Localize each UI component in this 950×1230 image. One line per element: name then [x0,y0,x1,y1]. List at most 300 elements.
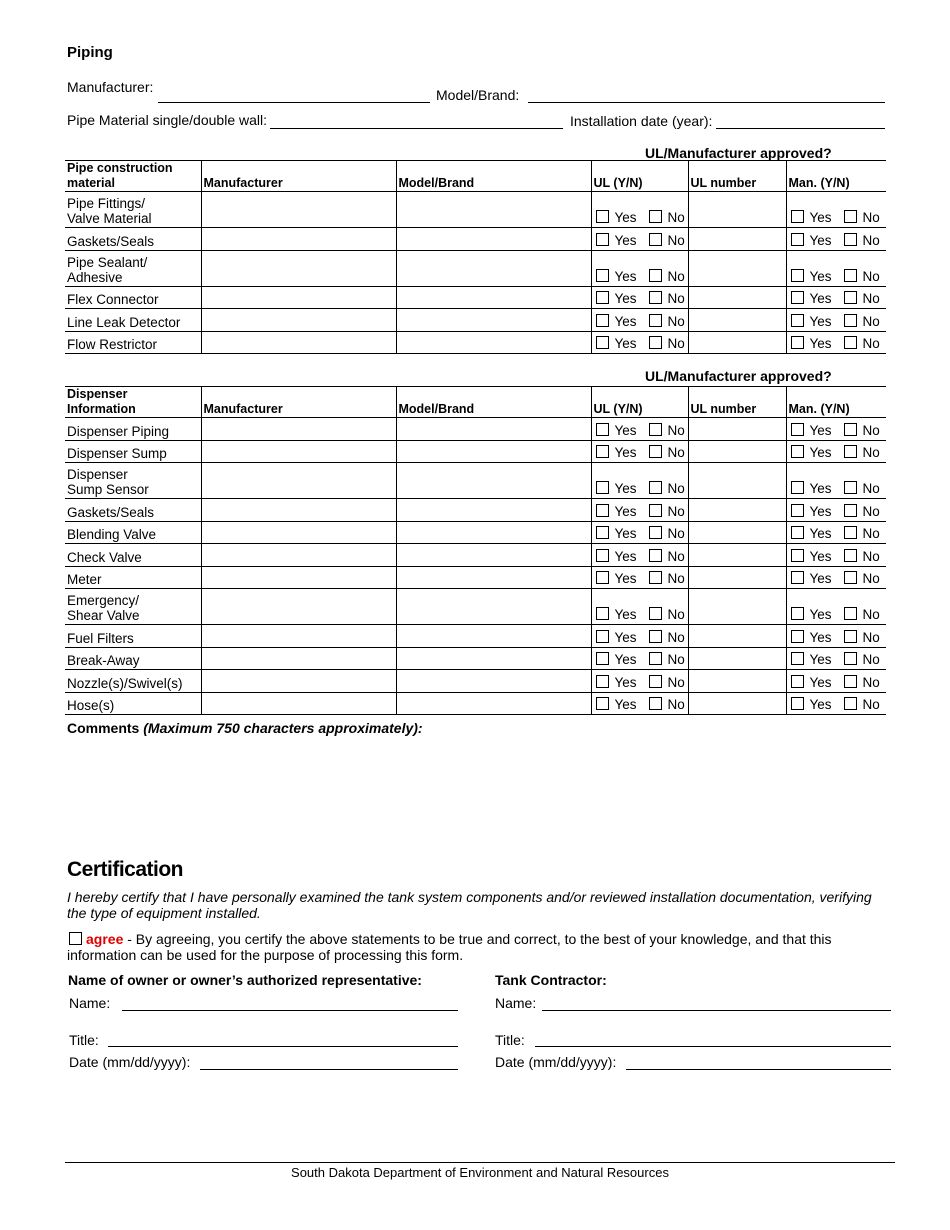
manufacturer-cell[interactable] [201,521,396,544]
no-label: No [667,607,685,622]
ul-no-checkbox[interactable] [649,210,662,223]
model-brand-cell[interactable] [396,463,591,499]
yes-label: Yes [614,422,637,438]
yes-label: Yes [614,313,637,329]
man-no-checkbox[interactable] [844,607,857,620]
table-row [65,192,886,228]
ul-no-checkbox[interactable] [649,571,662,584]
table-row [65,250,886,286]
man-yes-checkbox[interactable] [791,630,804,643]
man-yes-checkbox[interactable] [791,652,804,665]
man-yes-checkbox[interactable] [791,675,804,688]
no-label: No [862,526,880,541]
man-no-checkbox[interactable] [844,233,857,246]
owner-name-label: Name: [69,995,111,1011]
row-label: Pipe Sealant/ Adhesive [65,250,201,286]
contractor-date-label: Date (mm/dd/yyyy): [495,1054,617,1070]
no-label: No [862,607,880,622]
no-label: No [862,548,880,564]
no-label: No [862,210,880,225]
model-brand-cell[interactable] [396,228,591,251]
man-yn-cell [786,331,886,354]
ul-yn-cell [591,625,688,648]
ul-no-checkbox[interactable] [649,481,662,494]
yes-label: Yes [809,571,832,586]
dispenser-table-header-row [65,387,886,418]
row-label: Meter [65,566,201,589]
man-no-checkbox[interactable] [844,269,857,282]
yes-label: Yes [809,697,832,712]
man-no-checkbox[interactable] [844,652,857,665]
ul-yn-cell [591,440,688,463]
ul-no-checkbox[interactable] [649,607,662,620]
manufacturer-cell[interactable] [201,647,396,670]
manufacturer-cell[interactable] [201,250,396,286]
manufacturer-cell[interactable] [201,228,396,251]
manufacturer-cell[interactable] [201,331,396,354]
col-header: UL (Y/N) [591,387,688,418]
model-brand-label: Model/Brand: [436,87,520,103]
agree-statement [67,931,892,963]
dispenser-information-table [65,386,886,715]
manufacturer-cell[interactable] [201,670,396,693]
yes-label: Yes [809,268,832,284]
pipe-table-header-row [65,161,886,192]
model-brand-cell[interactable] [396,440,591,463]
model-brand-cell[interactable] [396,418,591,441]
model-brand-cell[interactable] [396,566,591,589]
row-label: Emergency/ Shear Valve [65,589,201,625]
model-brand-cell[interactable] [396,670,591,693]
manufacturer-cell[interactable] [201,463,396,499]
ul-yn-cell [591,566,688,589]
installation-date-label: Installation date (year): [570,113,713,129]
manufacturer-cell[interactable] [201,309,396,332]
col-header: Man. (Y/N) [786,161,886,192]
ul-yes-checkbox[interactable] [596,697,609,710]
contractor-name-field[interactable] [542,1010,891,1011]
col-header: Dispenser Information [65,387,201,418]
ul-number-cell[interactable] [688,331,786,354]
yes-label: Yes [614,629,637,645]
no-label: No [667,313,685,329]
man-yn-cell [786,544,886,567]
ul-yn-cell [591,286,688,309]
ul-yn-cell [591,250,688,286]
ul-no-checkbox[interactable] [649,526,662,539]
table-row [65,589,886,625]
no-label: No [862,571,880,586]
model-brand-cell[interactable] [396,286,591,309]
ul-number-cell[interactable] [688,566,786,589]
no-label: No [862,697,880,712]
man-no-checkbox[interactable] [844,675,857,688]
no-label: No [667,697,685,712]
ul-yn-cell [591,192,688,228]
yes-label: Yes [809,652,832,667]
no-label: No [862,422,880,438]
man-no-checkbox[interactable] [844,504,857,517]
man-yn-cell [786,499,886,522]
ul-yes-checkbox[interactable] [596,269,609,282]
table-row [65,228,886,251]
table-row [65,670,886,693]
pipe-approved-header: UL/Manufacturer approved? [645,145,832,161]
dispenser-approved-header: UL/Manufacturer approved? [645,368,832,384]
man-yn-cell [786,670,886,693]
man-yes-checkbox[interactable] [791,210,804,223]
ul-yn-cell [591,309,688,332]
man-yn-cell [786,566,886,589]
ul-yes-checkbox[interactable] [596,549,609,562]
yes-label: Yes [809,445,832,460]
man-yes-checkbox[interactable] [791,504,804,517]
row-label: Flex Connector [65,286,201,309]
model-brand-cell[interactable] [396,331,591,354]
manufacturer-cell[interactable] [201,418,396,441]
agree-checkbox[interactable] [69,932,82,945]
manufacturer-label: Manufacturer: [67,79,154,95]
no-label: No [862,445,880,460]
yes-label: Yes [809,503,832,519]
manufacturer-cell[interactable] [201,692,396,715]
yes-label: Yes [809,336,832,351]
ul-no-checkbox[interactable] [649,697,662,710]
ul-yn-cell [591,463,688,499]
man-no-checkbox[interactable] [844,210,857,223]
ul-yn-cell [591,670,688,693]
col-header: Manufacturer [201,161,396,192]
owner-title-label: Title: [69,1032,99,1048]
contractor-title-field[interactable] [535,1046,891,1047]
pipe-material-label: Pipe Material single/double wall: [67,112,267,128]
ul-yes-checkbox[interactable] [596,336,609,349]
model-brand-cell[interactable] [396,309,591,332]
manufacturer-cell[interactable] [201,440,396,463]
model-brand-cell[interactable] [396,692,591,715]
comments-title: Comments [67,720,140,736]
ul-number-cell[interactable] [688,692,786,715]
man-yes-checkbox[interactable] [791,291,804,304]
ul-number-cell[interactable] [688,499,786,522]
table-row [65,309,886,332]
no-label: No [862,629,880,645]
yes-label: Yes [809,232,832,248]
man-no-checkbox[interactable] [844,336,857,349]
ul-yn-cell [591,418,688,441]
no-label: No [667,210,685,225]
yes-label: Yes [614,481,637,496]
ul-number-cell[interactable] [688,440,786,463]
ul-no-checkbox[interactable] [649,675,662,688]
no-label: No [667,291,685,306]
no-label: No [667,629,685,645]
comments-note: (Maximum 750 characters approximately): [143,720,423,736]
manufacturer-cell[interactable] [201,499,396,522]
model-brand-cell[interactable] [396,589,591,625]
model-brand-cell[interactable] [396,625,591,648]
yes-label: Yes [614,445,637,460]
ul-no-checkbox[interactable] [649,652,662,665]
ul-yes-checkbox[interactable] [596,526,609,539]
contractor-date-field[interactable] [626,1069,891,1070]
ul-yn-cell [591,589,688,625]
manufacturer-cell[interactable] [201,192,396,228]
col-header: Pipe construction material [65,161,201,192]
man-yes-checkbox[interactable] [791,445,804,458]
no-label: No [667,503,685,519]
ul-yn-cell [591,544,688,567]
yes-label: Yes [614,571,637,586]
table-row [65,647,886,670]
ul-yn-cell [591,521,688,544]
ul-yn-cell [591,692,688,715]
man-yes-checkbox[interactable] [791,336,804,349]
man-yn-cell [786,647,886,670]
col-header: Manufacturer [201,387,396,418]
yes-label: Yes [614,210,637,225]
ul-number-cell[interactable] [688,463,786,499]
man-yn-cell [786,309,886,332]
man-yes-checkbox[interactable] [791,549,804,562]
ul-yes-checkbox[interactable] [596,571,609,584]
ul-number-cell[interactable] [688,589,786,625]
model-brand-cell[interactable] [396,250,591,286]
ul-number-cell[interactable] [688,286,786,309]
owner-date-field[interactable] [200,1069,458,1070]
man-yes-checkbox[interactable] [791,607,804,620]
model-brand-cell[interactable] [396,499,591,522]
ul-no-checkbox[interactable] [649,336,662,349]
ul-yes-checkbox[interactable] [596,652,609,665]
ul-number-cell[interactable] [688,192,786,228]
man-yn-cell [786,463,886,499]
ul-no-checkbox[interactable] [649,549,662,562]
no-label: No [667,674,685,690]
no-label: No [667,526,685,541]
yes-label: Yes [809,629,832,645]
manufacturer-cell[interactable] [201,544,396,567]
no-label: No [862,291,880,306]
owner-date-label: Date (mm/dd/yyyy): [69,1054,191,1070]
man-yn-cell [786,692,886,715]
row-label: Flow Restrictor [65,331,201,354]
owner-title-field[interactable] [108,1046,458,1047]
man-yes-checkbox[interactable] [791,571,804,584]
yes-label: Yes [614,268,637,284]
owner-name-field[interactable] [122,1010,458,1011]
pipe-construction-table [65,160,886,354]
no-label: No [667,571,685,586]
ul-yes-checkbox[interactable] [596,423,609,436]
ul-number-cell[interactable] [688,250,786,286]
ul-yes-checkbox[interactable] [596,210,609,223]
man-yes-checkbox[interactable] [791,526,804,539]
man-no-checkbox[interactable] [844,630,857,643]
man-yes-checkbox[interactable] [791,269,804,282]
ul-number-cell[interactable] [688,670,786,693]
man-no-checkbox[interactable] [844,445,857,458]
ul-no-checkbox[interactable] [649,504,662,517]
row-label: Dispenser Piping [65,418,201,441]
ul-number-cell[interactable] [688,521,786,544]
yes-label: Yes [809,548,832,564]
table-row [65,418,886,441]
ul-yes-checkbox[interactable] [596,630,609,643]
ul-no-checkbox[interactable] [649,423,662,436]
man-yn-cell [786,228,886,251]
yes-label: Yes [809,607,832,622]
no-label: No [667,445,685,460]
no-label: No [862,503,880,519]
ul-yes-checkbox[interactable] [596,291,609,304]
table-row [65,692,886,715]
man-yn-cell [786,192,886,228]
col-header: UL (Y/N) [591,161,688,192]
footer-text: South Dakota Department of Environment and Natural Resources [291,1165,669,1180]
no-label: No [667,548,685,564]
man-yes-checkbox[interactable] [791,697,804,710]
man-no-checkbox[interactable] [844,697,857,710]
ul-yn-cell [591,647,688,670]
man-no-checkbox[interactable] [844,481,857,494]
no-label: No [862,674,880,690]
no-label: No [862,232,880,248]
col-header: UL number [688,161,786,192]
yes-label: Yes [809,481,832,496]
ul-yes-checkbox[interactable] [596,481,609,494]
man-yn-cell [786,625,886,648]
ul-number-cell[interactable] [688,228,786,251]
row-label: Gaskets/Seals [65,499,201,522]
row-label: Pipe Fittings/ Valve Material [65,192,201,228]
no-label: No [862,313,880,329]
agree-word: agree [86,931,124,947]
table-row [65,521,886,544]
manufacturer-field[interactable] [158,102,430,103]
ul-number-cell[interactable] [688,309,786,332]
yes-label: Yes [809,291,832,306]
man-yes-checkbox[interactable] [791,314,804,327]
ul-number-cell[interactable] [688,544,786,567]
ul-yes-checkbox[interactable] [596,314,609,327]
ul-number-cell[interactable] [688,647,786,670]
manufacturer-cell[interactable] [201,286,396,309]
model-brand-cell[interactable] [396,647,591,670]
no-label: No [667,232,685,248]
table-row [65,463,886,499]
agree-text: - By agreeing, you certify the above statements to be true and correct, to the best of your knowledge, and that this information can be used for the purpose of processing this form. [67,931,832,963]
section-title-piping: Piping [67,44,113,61]
yes-label: Yes [614,652,637,667]
certification-title: Certification [67,858,184,881]
man-no-checkbox[interactable] [844,571,857,584]
table-row [65,440,886,463]
ul-number-cell[interactable] [688,625,786,648]
row-label: Nozzle(s)/Swivel(s) [65,670,201,693]
row-label: Blending Valve [65,521,201,544]
yes-label: Yes [614,526,637,541]
yes-label: Yes [809,526,832,541]
certification-statement: I hereby certify that I have personally examined the tank system components and/or reviewed installation documentation, verifying the type of equipment installed. [67,889,872,921]
no-label: No [667,481,685,496]
table-row [65,499,886,522]
ul-yes-checkbox[interactable] [596,233,609,246]
row-label: Dispenser Sump [65,440,201,463]
man-yn-cell [786,440,886,463]
man-yn-cell [786,521,886,544]
table-row [65,286,886,309]
no-label: No [667,336,685,351]
ul-yn-cell [591,331,688,354]
man-yn-cell [786,250,886,286]
man-yn-cell [786,589,886,625]
yes-label: Yes [809,674,832,690]
contractor-title-label: Title: [495,1032,525,1048]
man-no-checkbox[interactable] [844,549,857,562]
row-label: Line Leak Detector [65,309,201,332]
man-yes-checkbox[interactable] [791,233,804,246]
yes-label: Yes [614,336,637,351]
model-brand-cell[interactable] [396,544,591,567]
pipe-material-field[interactable] [270,128,563,129]
ul-yes-checkbox[interactable] [596,445,609,458]
row-label: Break-Away [65,647,201,670]
man-yes-checkbox[interactable] [791,481,804,494]
no-label: No [862,336,880,351]
ul-no-checkbox[interactable] [649,314,662,327]
ul-no-checkbox[interactable] [649,445,662,458]
ul-yn-cell [591,228,688,251]
ul-no-checkbox[interactable] [649,269,662,282]
manufacturer-cell[interactable] [201,566,396,589]
ul-no-checkbox[interactable] [649,630,662,643]
row-label: Dispenser Sump Sensor [65,463,201,499]
ul-number-cell[interactable] [688,418,786,441]
ul-no-checkbox[interactable] [649,233,662,246]
ul-yes-checkbox[interactable] [596,504,609,517]
yes-label: Yes [809,210,832,225]
no-label: No [862,652,880,667]
installation-date-field[interactable] [716,128,885,129]
col-header: Model/Brand [396,161,591,192]
yes-label: Yes [614,232,637,248]
row-label: Fuel Filters [65,625,201,648]
row-label: Check Valve [65,544,201,567]
ul-yes-checkbox[interactable] [596,607,609,620]
manufacturer-cell[interactable] [201,589,396,625]
yes-label: Yes [614,607,637,622]
no-label: No [667,422,685,438]
model-brand-cell[interactable] [396,192,591,228]
col-header: UL number [688,387,786,418]
man-no-checkbox[interactable] [844,291,857,304]
man-no-checkbox[interactable] [844,526,857,539]
model-brand-field[interactable] [528,102,885,103]
ul-yn-cell [591,499,688,522]
yes-label: Yes [614,548,637,564]
man-no-checkbox[interactable] [844,423,857,436]
man-yn-cell [786,418,886,441]
ul-no-checkbox[interactable] [649,291,662,304]
manufacturer-cell[interactable] [201,625,396,648]
model-brand-cell[interactable] [396,521,591,544]
ul-yes-checkbox[interactable] [596,675,609,688]
man-yes-checkbox[interactable] [791,423,804,436]
owner-heading: Name of owner or owner’s authorized representative: [68,972,422,988]
man-no-checkbox[interactable] [844,314,857,327]
yes-label: Yes [809,422,832,438]
